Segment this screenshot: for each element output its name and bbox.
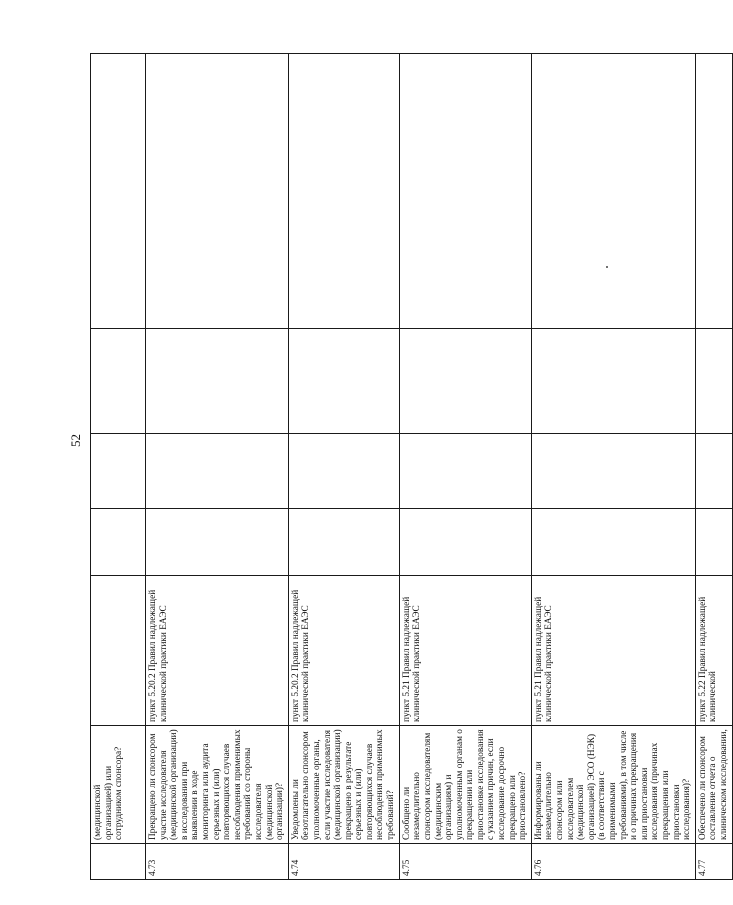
empty-cell	[146, 329, 289, 434]
reference-cell: пункт 5.20.2 Правил надлежащей клинической практики ЕАЭС	[288, 576, 399, 726]
empty-cell	[288, 329, 399, 434]
question-cell: Обеспечено ли спонсором составление отчета о клиническом исследовании,	[695, 726, 732, 844]
empty-cell	[531, 434, 695, 509]
scan-speck	[606, 266, 608, 268]
empty-cell	[531, 54, 695, 329]
reference-cell	[91, 576, 146, 726]
empty-cell	[399, 509, 531, 576]
row-number-cell	[91, 844, 146, 880]
reference-cell: пункт 5.20.2 Правил надлежащей клинической практики ЕАЭС	[146, 576, 289, 726]
empty-cell	[288, 434, 399, 509]
empty-cell	[399, 329, 531, 434]
empty-cell	[695, 509, 732, 576]
row-number-cell: 4.73	[146, 844, 289, 880]
table-row-continuation	[91, 54, 146, 880]
question-cell: (медицинской организацией) или сотрудником спонсора?	[91, 726, 146, 844]
empty-cell	[146, 509, 289, 576]
empty-cell	[399, 54, 531, 329]
checklist-table-container	[90, 54, 729, 880]
reference-cell: пункт 5.22 Правил надлежащей клинической	[695, 576, 732, 726]
page-number: 52	[68, 434, 83, 447]
empty-cell	[531, 329, 695, 434]
empty-cell	[695, 434, 732, 509]
question-cell: Прекращено ли спонсором участие исследователя (медицинской организации) в исследовании при выявлении в ходе мониторинга или аудита серьезных и (или) повторяющихся случаев несоблюдения применимых требований со стороны исследователя (медицинской организации)?	[146, 726, 289, 844]
row-number-cell: 4.77	[695, 844, 732, 880]
table-row	[531, 54, 695, 880]
reference-cell: пункт 5.21 Правил надлежащей клинической практики ЕАЭС	[399, 576, 531, 726]
empty-cell	[146, 434, 289, 509]
table-row	[288, 54, 399, 880]
question-cell: Информированы ли незамедлительно спонсором или исследователем (медицинской организацией) ЭСО (НЭК) (в соответствии с применимыми требованиями), в том числе и о причинах прекращения или приостановки исследования (причинах прекращения или приостановки исследования)?	[531, 726, 695, 844]
table-row	[399, 54, 531, 880]
empty-cell	[288, 509, 399, 576]
row-number-cell: 4.76	[531, 844, 695, 880]
table-row	[695, 54, 732, 880]
empty-cell	[695, 329, 732, 434]
empty-cell	[695, 54, 732, 329]
empty-cell	[399, 434, 531, 509]
row-number-cell: 4.74	[288, 844, 399, 880]
empty-cell	[91, 509, 146, 576]
empty-cell	[146, 54, 289, 329]
reference-cell: пункт 5.21 Правил надлежащей клинической практики ЕАЭС	[531, 576, 695, 726]
question-cell: Сообщено ли незамедлительно спонсором исследователям (медицинским организациям) и уполномоченным органам о прекращении или приостановке исследования с указанием причин, если исследование досрочно прекращено или приостановлено?	[399, 726, 531, 844]
empty-cell	[91, 434, 146, 509]
empty-cell	[531, 509, 695, 576]
table-row	[146, 54, 289, 880]
row-number-cell: 4.75	[399, 844, 531, 880]
empty-cell	[91, 54, 146, 329]
empty-cell	[91, 329, 146, 434]
checklist-table	[90, 53, 733, 880]
question-cell: Уведомлены ли безотлагательно спонсором уполномоченные органы, если участие исследователя (медицинской организации) прекращено в результате серьезных и (или) повторяющихся случаев несоблюдения применимых требований?	[288, 726, 399, 844]
empty-cell	[288, 54, 399, 329]
